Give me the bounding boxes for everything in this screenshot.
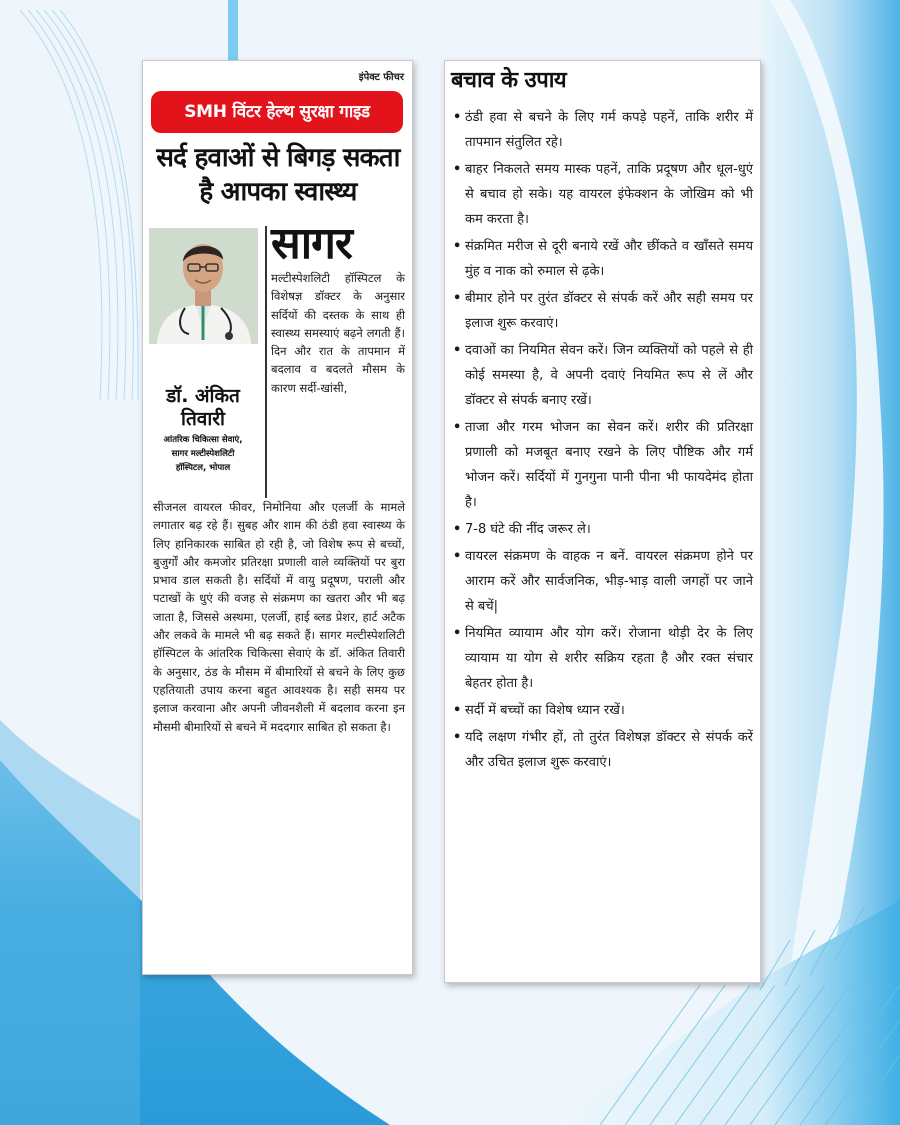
- bullet-icon: •: [453, 343, 462, 358]
- tip-text: ताजा और गरम भोजन का सेवन करें। शरीर की प्रतिरक्षा प्रणाली को मजबूत बनाए रखने के लिए पौष्टिक और गर्म भोजन करें। सर्दियों में गुनगुना पानी पीना भी फायदेमंद होता है।: [465, 420, 753, 510]
- doctor-name: डॉ. अंकित तिवारी: [166, 385, 240, 430]
- article-body: सीजनल वायरल फीवर, निमोनिया और एलर्जी के मामले लगातार बढ़ रहे हैं। सुबह और शाम की ठंडी हवा स्वास्थ्य के लिए हानिकारक साबित हो रही है, जो विशेष रूप से बच्चों, बुजुर्गों और कमजोर प्रतिरक्षा प्रणाली वाले व्यक्तियों पर बुरा प्रभाव डाल सकती है। सर्दियों में वायु प्रदूषण, पराली और पटाखों के धुएं की वजह से संक्रमण का खतरा और भी बढ़ जाता है, जिससे अस्थमा, एलर्जी, हाई ब्लड प्रेशर, हार्ट अटैक और लकवे के मामले भी बढ़ सकते हैं। सागर मल्टीस्पेशलिटी हॉस्पिटल के आंतरिक चिकित्सा सेवाएं के डॉ. अंकित तिवारी के अनुसार, ठंड के मौसम में बीमारियों से बचने के लिए कुछ एहतियाती उपाय करना बहुत आवश्यक है। सही समय पर इलाज करवाना और अपनी जीवनशैली में बदलाव करना इन मौसमी बीमारियों से बचने में मददगार साबित हो सकता है।: [153, 500, 405, 734]
- tip-item: [451, 544, 753, 619]
- kicker-label: इंपेक्ट फीचर: [358, 72, 404, 83]
- doctor-role: [145, 433, 261, 475]
- tip-item: [451, 698, 753, 723]
- tip-item: [451, 157, 753, 232]
- tip-item: [451, 286, 753, 336]
- doctor-photo: [149, 228, 258, 344]
- tips-list: [451, 105, 753, 777]
- prevention-tips-card: [444, 60, 761, 983]
- bullet-icon: •: [453, 291, 462, 306]
- doctor-role-line: आंतरिक चिकित्सा सेवाएं,: [163, 435, 243, 445]
- article-headline: सर्द हवाओं से बिगड़ सकता है आपका स्वास्थ्य: [156, 143, 400, 207]
- bullet-icon: •: [453, 703, 462, 718]
- tip-item: [451, 105, 753, 155]
- bullet-icon: •: [453, 626, 462, 641]
- bullet-icon: •: [453, 239, 462, 254]
- top-accent-line: [228, 0, 238, 60]
- main-article-card: [142, 60, 413, 975]
- tip-text: सर्दी में बच्चों का विशेष ध्यान रखें।: [465, 703, 625, 718]
- tip-text: बीमार होने पर तुरंत डॉक्टर से संपर्क करें और सही समय पर इलाज शुरू करवाएं।: [465, 291, 753, 331]
- guide-banner: SMH विंटर हेल्थ सुरक्षा गाइड: [151, 91, 403, 133]
- bullet-icon: •: [453, 110, 462, 125]
- bullet-icon: •: [453, 420, 462, 435]
- tip-text: दवाओं का नियमित सेवन करें। जिन व्यक्तियों को पहले से ही कोई समस्या है, वे अपनी दवाएं नियमित रूप से लें और डॉक्टर से संपर्क बनाए रखें।: [465, 343, 753, 408]
- tip-text: संक्रमित मरीज से दूरी बनाये रखें और छींकते व खॉंसते समय मुंह व नाक को रुमाल से ढ़के।: [465, 239, 753, 279]
- tip-text: 7-8 घंटे की नींद जरूर ले।: [465, 522, 591, 537]
- article-intro: मल्टीस्पेशलिटी हॉस्पिटल के विशेषज्ञ डॉक्टर के अनुसार सर्दियों की दस्तक के साथ ही स्वास्थ्य समस्याएं बढ़ने लगती हैं। दिन और रात के तापमान में बदलाव व बदलते मौसम के कारण सर्दी-खांसी,: [271, 271, 405, 395]
- tip-text: यदि लक्षण गंभीर हों, तो तुरंत विशेषज्ञ डॉक्टर से संपर्क करें और उचित इलाज शुरू करवाएं।: [465, 730, 753, 770]
- bullet-icon: •: [453, 549, 462, 564]
- bullet-icon: •: [453, 162, 462, 177]
- dropcap-city: सागर: [271, 218, 352, 269]
- tip-text: बाहर निकलते समय मास्क पहनें, ताकि प्रदूषण और धूल-धुएं से बचाव हो सके। यह वायरल इंफेक्शन के जोखिम को भी कम करता है।: [465, 162, 753, 227]
- column-divider: [265, 226, 267, 498]
- tip-item: [451, 725, 753, 775]
- doctor-role-line: सागर मल्टीस्पेशलिटी: [171, 449, 235, 459]
- tip-text: वायरल संक्रमण के वाहक न बनें. वायरल संक्रमण होने पर आराम करें और सार्वजनिक, भीड़-भाड़ वाली जगहों पर जाने से बचें|: [465, 549, 753, 614]
- tip-text: ठंडी हवा से बचने के लिए गर्म कपड़े पहनें, ताकि शरीर में तापमान संतुलित रहे।: [465, 110, 753, 150]
- tip-item: [451, 415, 753, 515]
- tip-item: [451, 338, 753, 413]
- tip-text: नियमित व्यायाम और योग करें। रोजाना थोड़ी देर के लिए व्यायाम या योग से शरीर सक्रिय रहता है और रक्त संचार बेहतर होता है।: [465, 626, 753, 691]
- doctor-role-line: हॉस्पिटल, भोपाल: [175, 463, 231, 473]
- bullet-icon: •: [453, 730, 462, 745]
- tip-item: [451, 517, 753, 542]
- tip-item: [451, 621, 753, 696]
- tip-item: [451, 234, 753, 284]
- doctor-portrait-icon: [149, 228, 258, 344]
- tips-title: बचाव के उपाय: [451, 68, 567, 93]
- bullet-icon: •: [453, 522, 462, 537]
